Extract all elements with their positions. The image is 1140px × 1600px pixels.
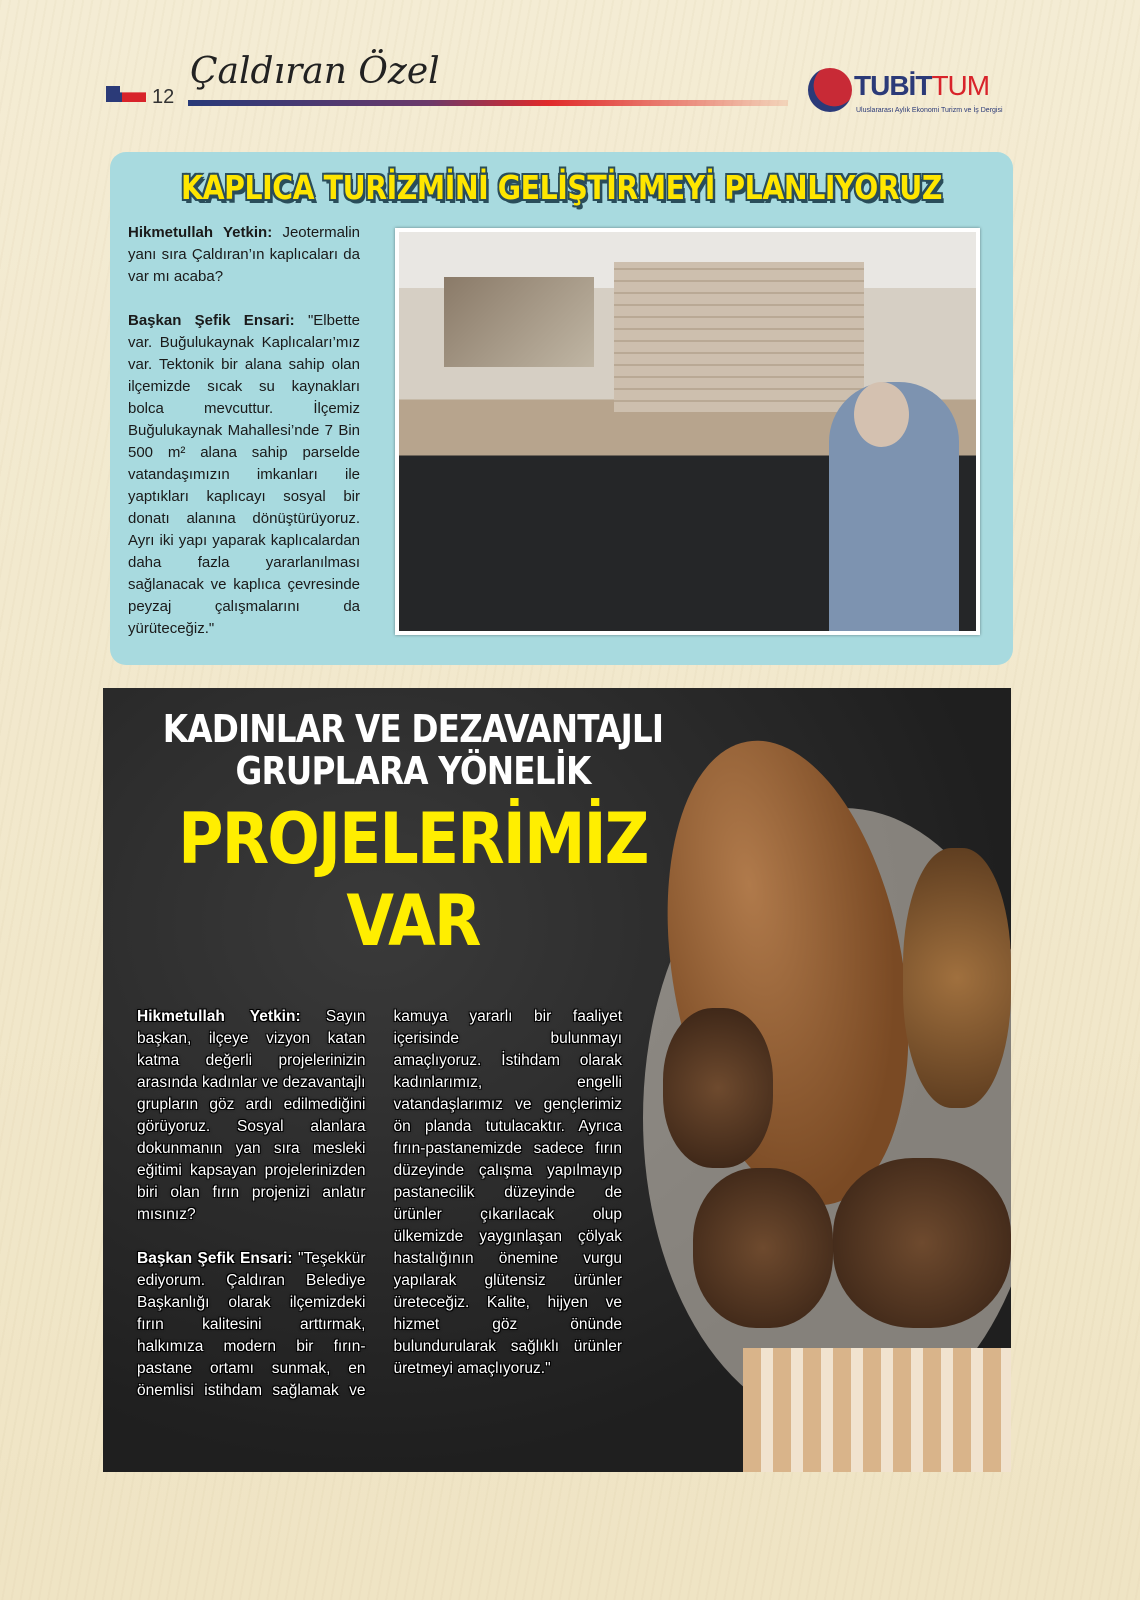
speaker: Başkan Şefik Ensari: — [128, 312, 295, 329]
stone-wall — [614, 262, 864, 412]
speaker: Başkan Şefik Ensari: — [137, 1250, 293, 1267]
checkered-cloth — [743, 1348, 1011, 1472]
article-body — [128, 222, 360, 662]
bread-slice — [833, 1158, 1011, 1328]
bread-slice — [693, 1168, 833, 1328]
question — [137, 1006, 366, 1226]
article-thermal-tourism — [110, 152, 1013, 665]
person-head — [854, 382, 909, 447]
question-text: Sayın başkan, ilçeye vizyon katan katma değerli projelerinizin arasında kadınlar ve dezavantajlı grupların göz ardı edilmediğini görüyoruz. Sosyal alanlara dokunmanın yan sıra mesleki eğitimi kapsayan projelerinizden biri olan fırın projenizi anlatır mısınız? — [137, 1008, 366, 1223]
answer — [128, 310, 360, 640]
header-divider — [188, 100, 788, 106]
title-line: VAR — [346, 880, 480, 962]
title-line: KADINLAR VE DEZAVANTAJLI — [162, 707, 664, 751]
article-title — [103, 708, 723, 792]
logo-subtitle: Uluslararası Aylık Ekonomi Turizm ve İş Dergisi — [856, 107, 1003, 114]
speaker: Hikmetullah Yetkin: — [137, 1008, 301, 1025]
article-bakery-project — [103, 688, 1011, 1472]
meeting-photo — [395, 228, 980, 635]
section-title: Çaldıran Özel — [190, 51, 440, 92]
title-line: PROJELERİMİZ — [178, 798, 648, 880]
question — [128, 222, 360, 288]
logo-text — [854, 70, 989, 102]
logo-text-a: TUBİT — [854, 70, 932, 101]
article-body — [137, 1006, 622, 1402]
page-number: 12 — [152, 86, 175, 108]
header-flag-icon — [106, 86, 146, 102]
magazine-logo — [808, 66, 1018, 122]
seeded-bread — [903, 848, 1011, 1108]
article-title: KAPLICA TURİZMİNİ GELİŞTİRMEYİ PLANLIYORUZ — [181, 168, 942, 207]
article-title-highlight — [103, 798, 723, 962]
answer-text: "Teşekkür ediyorum. Çaldıran Belediye Başkanlığı olarak ilçemizdeki fırın kalitesini arttırmak, halkımıza modern bir fırın-pastane ortamı sunmak, en önemlisi istihdam sağlamak ve kamuya yararlı bir faaliyet içerisinde bulunmayı amaçlıyoruz. İstihdam olarak kadınlarımız, engelli vatandaşlarımız ve gençlerimiz ön planda tutulacaktır. Ayrıca fırın-pastanemizde sadece fırın düzeyinde çalışma yapılmayıp pastanecilik düzeyinde de ürünler çıkarılacak olup ülkemizde yaygınlaşan çölyak hastalığının önemine vurgu yapılarak glütensiz ürünler üreteceğiz. Kalite, hijyen ve hizmet göz önünde bulundurularak sağlıklı ürünler üretmeyi amaçlıyoruz." — [137, 1008, 622, 1399]
bread-slice — [663, 1008, 773, 1168]
speaker: Hikmetullah Yetkin: — [128, 224, 273, 241]
question-text: Jeotermalin yanı sıra Çaldıran’ın kaplıcaları da var mı acaba? — [128, 224, 360, 285]
logo-mark-icon — [808, 68, 852, 112]
answer-text: "Elbette var. Buğulukaynak Kaplıcaları’mız var. Tektonik bir alana sahip olan ilçemizde sıcak su kaynakları bolca mevcuttur. İlçemiz Buğulukaynak Mahallesi’nde 7 Bin 500 m² alana sahip parselde vatandaşımızın imkanları ile yaptıkları kaplıcayı sosyal bir donatı alanına dönüştürüyoruz. Ayrı iki yapı yaparak kaplıcalardan daha fazla yararlanılması sağlanacak ve kaplıca çevresinde peyzaj çalışmalarını da yürüteceğiz." — [128, 312, 360, 637]
projection-screen — [444, 277, 594, 367]
logo-text-b: TUM — [931, 70, 990, 101]
title-line: GRUPLARA YÖNELİK — [235, 749, 591, 793]
